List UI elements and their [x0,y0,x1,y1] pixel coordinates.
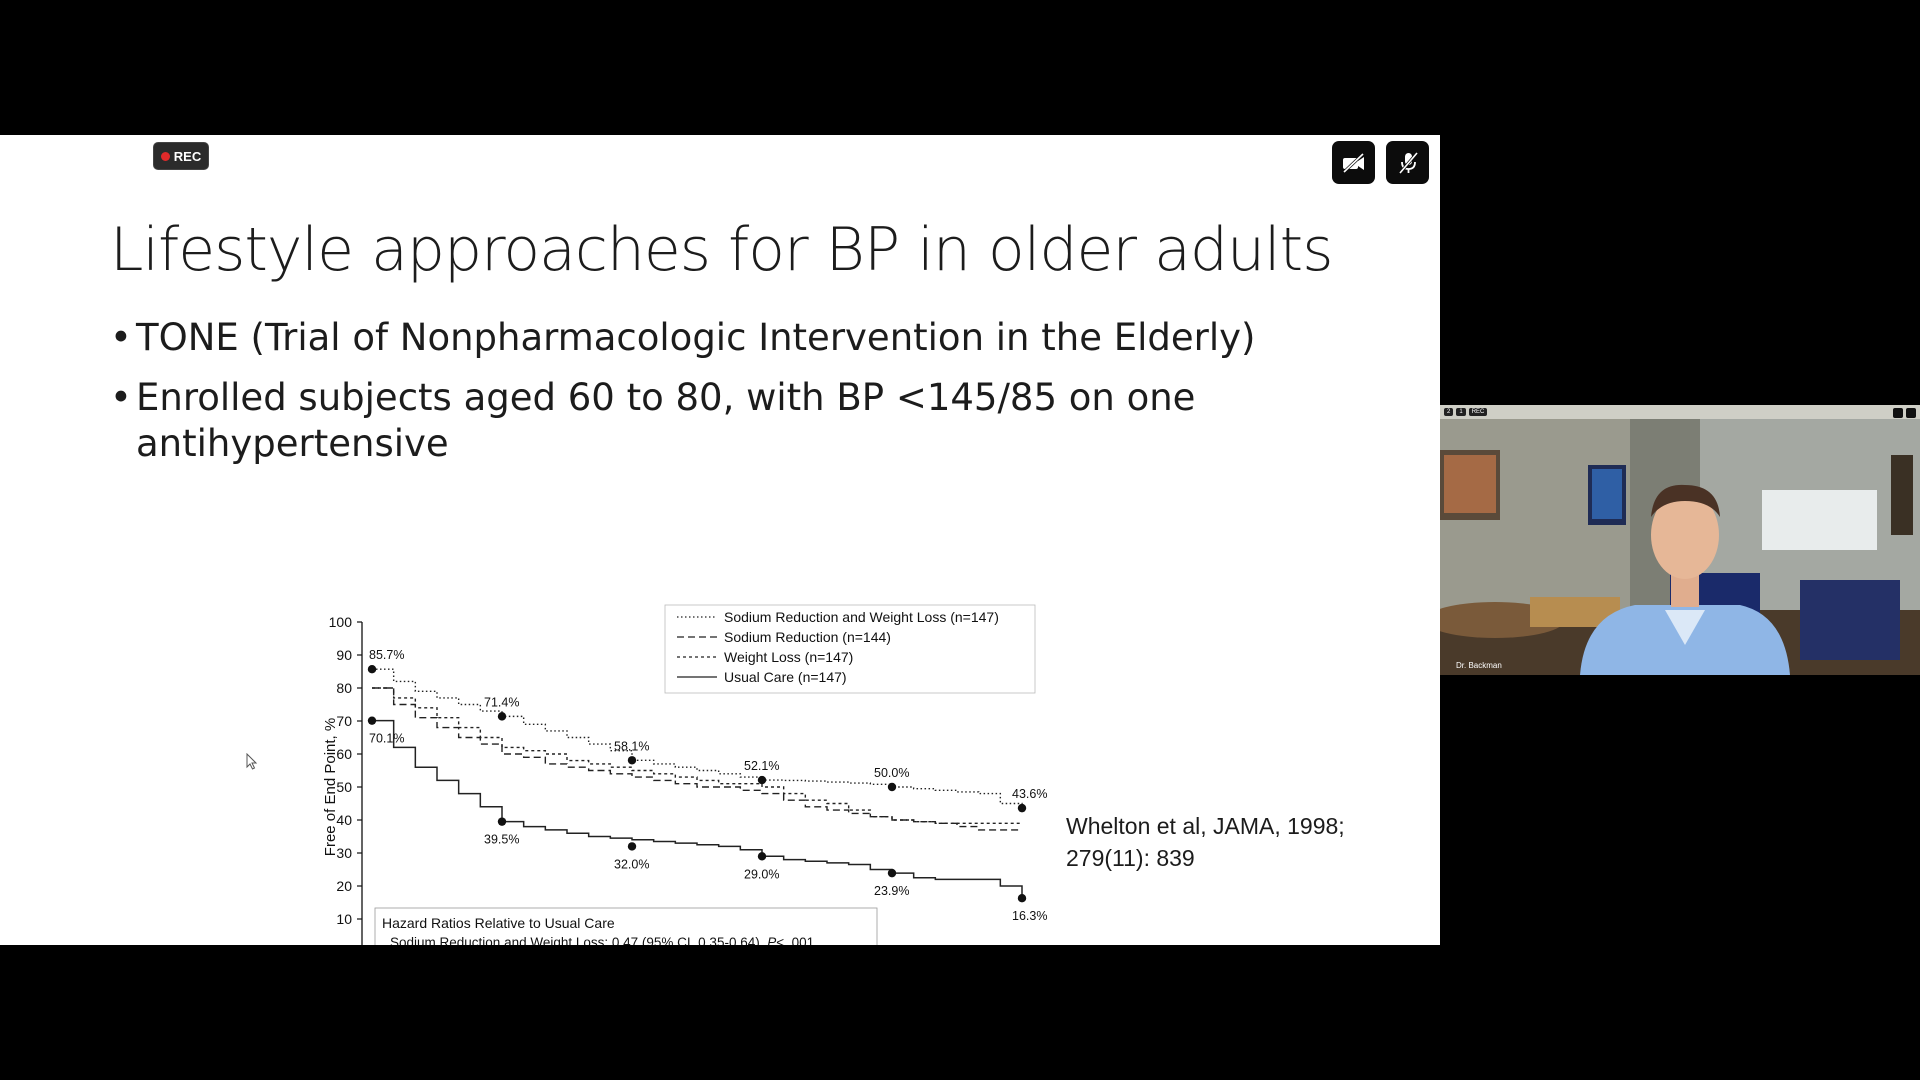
video-tile-camera-icon[interactable] [1893,408,1903,418]
y-tick-label: 60 [336,746,352,762]
participant-video-feed [1440,405,1920,675]
data-point-marker [758,852,766,860]
video-indicator: 2 [1444,408,1453,416]
bullet-text: Enrolled subjects aged 60 to 80, with BP <145/85 on one [136,376,1196,419]
data-point-label: 50.0% [874,766,910,780]
recording-badge [153,142,209,170]
recording-dot-icon [161,152,170,161]
data-point-label: 32.0% [614,857,650,872]
data-point-label: 23.9% [874,884,910,899]
data-point-label: 29.0% [744,867,780,882]
data-point-marker [628,842,636,850]
legend-label: Sodium Reduction and Weight Loss (n=147) [724,609,999,625]
video-indicator: REC [1469,408,1488,416]
participant-video-tile[interactable] [1440,405,1920,675]
recording-label: REC [173,148,202,164]
bullet-text-continued: antihypertensive [136,422,449,465]
data-point-marker [498,712,506,720]
kaplan-meier-chart: 01020304050607080901000 6 12 18 24 30Time After Drug Withdrawal, moFree of End Point, %85.7%71.4%58.1%52.1% 50.0%43.6%70.1%39.5%32.0%29.0%23.9%16.3%Sodium Reduction and Weight Loss (n=147)Sodium Reduction (n=144)Weight Loss (n=147)Usual Care (n=147)Hazard Ratios Relative to Usual CareSodium Reduction and Weight Loss: 0.47 (95% CI, 0.35-0.64), P< .001Sodium Reduction: 0.60 (95% CI, 0.45-0.80), P< .001Weight Loss: 0.64 (95% CI, 0.49-0.85), P= .002 [310,465,1050,945]
camera-off-icon [1341,152,1367,174]
data-point-marker [368,665,376,673]
video-indicator: 1 [1456,408,1465,416]
bullet-icon: • [110,316,132,359]
data-point-marker [1018,894,1026,902]
video-status-indicators [1444,408,1487,416]
data-point-marker [368,716,376,724]
y-tick-label: 40 [336,812,352,828]
legend-label: Usual Care (n=147) [724,669,847,685]
citation [1066,810,1396,874]
data-point-label: 39.5% [484,832,520,847]
data-point-label: 70.1% [369,731,405,746]
data-point-label: 85.7% [369,648,405,663]
y-tick-label: 50 [336,779,352,795]
y-tick-label: 90 [336,647,352,663]
data-point-label: 58.1% [614,739,650,754]
citation-line: Whelton et al, JAMA, 1998; [1066,813,1345,839]
data-point-label: 16.3% [1012,909,1048,924]
participant-name: Dr. Backman [1456,661,1502,670]
slide-title: Lifestyle approaches for BP in older adults [110,215,1333,285]
mouse-cursor-icon [246,753,258,771]
bullet-text: TONE (Trial of Nonpharmacologic Intervention in the Elderly) [136,316,1256,359]
data-point-marker [498,817,506,825]
data-point-label: 71.4% [484,695,520,710]
mic-off-button[interactable] [1386,141,1429,184]
data-point-label: 43.6% [1012,787,1048,802]
legend-label: Weight Loss (n=147) [724,649,854,665]
legend-label: Sodium Reduction (n=144) [724,629,891,645]
presentation-slide [0,135,1440,1026]
hazard-ratio-title: Hazard Ratios Relative to Usual Care [382,915,615,931]
data-point-marker [758,776,766,784]
y-tick-label: 80 [336,680,352,696]
y-tick-label: 20 [336,878,352,894]
series-line-1 [372,688,1022,830]
video-tile-mic-icon[interactable] [1906,408,1916,418]
y-axis-label: Free of End Point, % [322,717,339,857]
series-line-2 [372,688,1022,823]
video-tile-controls[interactable] [1893,408,1916,418]
y-tick-label: 10 [336,911,352,927]
camera-off-button[interactable] [1332,141,1375,184]
y-tick-label: 100 [328,614,352,630]
data-point-marker [628,756,636,764]
data-point-label: 52.1% [744,759,780,774]
hazard-ratio-line: Sodium Reduction and Weight Loss: 0.47 (95% CI, 0.35-0.64), P< .001 [390,935,815,950]
y-tick-label: 0 [344,944,352,960]
series-line-3 [372,721,1022,899]
y-tick-label: 70 [336,713,352,729]
data-point-marker [888,783,896,791]
citation-line: 279(11): 839 [1066,845,1195,871]
y-tick-label: 30 [336,845,352,861]
data-point-marker [888,869,896,877]
bullet-icon: • [110,376,132,419]
data-point-marker [1018,804,1026,812]
mic-off-icon [1397,151,1419,175]
